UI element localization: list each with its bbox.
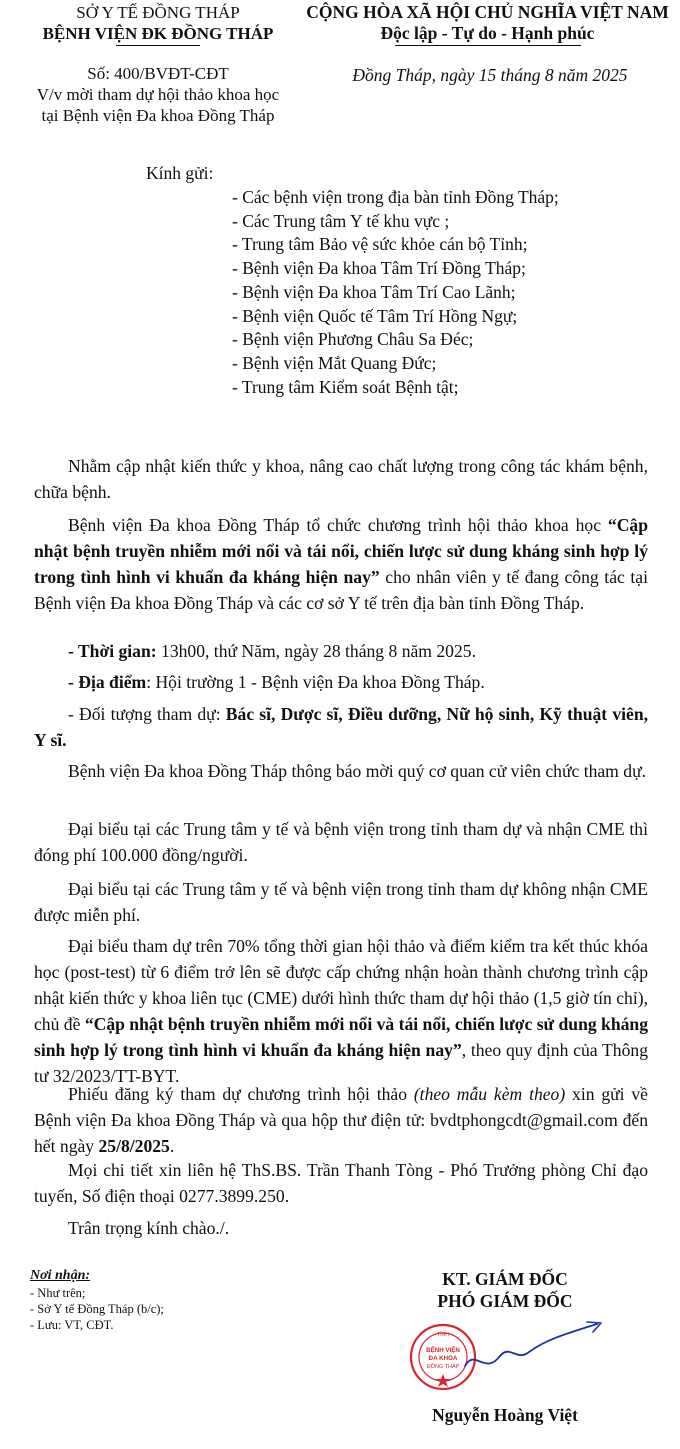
paragraph-registration xyxy=(34,1081,648,1159)
recipient-item: - Trung tâm Kiểm soát Bệnh tật; xyxy=(232,376,459,397)
event-time xyxy=(34,638,648,664)
document-reference xyxy=(8,63,308,126)
agency-name: SỞ Y TẾ ĐỒNG THÁP xyxy=(76,3,240,22)
header-right xyxy=(300,2,675,46)
registration-deadline: 25/8/2025 xyxy=(98,1136,170,1156)
national-motto: Độc lập - Tự do - Hạnh phúc xyxy=(380,23,595,43)
seminar-title: “Cập nhật bệnh truyền nhiễm mới nổi và tái nổi, chiến lược sử dung kháng sinh hợp lý trong tình hình vi khuẩn đa kháng hiện nay” xyxy=(34,515,648,587)
subject-line-1: V/v mời tham dự hội thảo khoa học xyxy=(36,85,280,104)
target-value: Bác sĩ, Dược sĩ, Điều dưỡng, Nữ hộ sinh, Kỹ thuật viên, Y sĩ. xyxy=(34,704,648,750)
recipient-item: - Các Trung tâm Y tế khu vực ; xyxy=(232,210,450,231)
paragraph-contact: Mọi chi tiết xin liên hệ ThS.BS. Trần Thanh Tòng - Phó Trưởng phòng Chỉ đạo tuyến, Số điện thoại 0277.3899.250. xyxy=(34,1160,648,1206)
paragraph-cme xyxy=(34,933,648,1089)
recipient-item: - Bệnh viện Đa khoa Tâm Trí Đồng Tháp; xyxy=(232,258,526,279)
footer-recipients xyxy=(30,1267,164,1333)
footer-recipient-item: - Như trên; xyxy=(30,1286,86,1300)
place-date: Đồng Tháp, ngày 15 tháng 8 năm 2025 xyxy=(352,65,628,85)
cme-text: Đại biểu tham dự trên 70% tổng thời gian hội thảo và điểm kiểm tra kết thúc khóa học (post-test) từ 6 điểm trở lên sẽ được cấp chứng nhận hoàn thành chương trình cập nhật kiến thức y khoa liên tục (CME) dưới hình thức tham dự hội thảo (1,5 giờ tín chỉ), chủ đề xyxy=(34,936,648,1034)
place-label: - Địa điểm xyxy=(68,672,147,692)
subject-line-2: tại Bệnh viện Đa khoa Đồng Tháp xyxy=(41,106,275,125)
place-value: : Hội trường 1 - Bệnh viện Đa khoa Đồng Tháp. xyxy=(146,672,485,692)
hospital-name: BỆNH VIỆN ĐK ĐỒNG THÁP xyxy=(42,24,274,43)
header-right-rule xyxy=(395,45,581,46)
handwritten-signature xyxy=(455,1318,605,1378)
registration-email: xin gửi về Bệnh viện Đa khoa Đồng Tháp và qua hộp thư điện tử: bvdtphongcdt@gmail.com đến hết ngày xyxy=(34,1084,648,1156)
sign-title-2: PHÓ GIÁM ĐỐC xyxy=(437,1291,573,1311)
footer-recipient-item: - Lưu: VT, CĐT. xyxy=(30,1318,114,1332)
event-target xyxy=(34,701,648,753)
signature-titles xyxy=(395,1268,615,1312)
paragraph-organizer xyxy=(34,512,648,616)
recipient-item: - Trung tâm Bảo vệ sức khỏe cán bộ Tỉnh; xyxy=(232,234,528,255)
stamp-star-icon xyxy=(436,1374,450,1387)
recipient-item: - Bệnh viện Quốc tế Tâm Trí Hồng Ngự; xyxy=(232,305,518,326)
signer-name: Nguyễn Hoàng Việt xyxy=(432,1405,578,1425)
cme-regulation: , theo quy định của Thông tư 32/2023/TT-BYT. xyxy=(34,1040,648,1086)
header-left xyxy=(8,2,308,46)
registration-text: Phiếu đăng ký tham dự chương trình hội thảo xyxy=(68,1084,414,1104)
recipient-item: - Bệnh viện Đa khoa Tâm Trí Cao Lãnh; xyxy=(232,281,516,302)
country-name: CỘNG HÒA XÃ HỘI CHỦ NGHĨA VIỆT NAM xyxy=(306,2,669,22)
stamp-text-top: TỈNH xyxy=(437,1332,449,1338)
stamp-text-line1: BỆNH VIỆN xyxy=(426,1347,460,1354)
event-place xyxy=(34,669,648,695)
paragraph-purpose: Nhằm cập nhật kiến thức y khoa, nâng cao chất lượng trong công tác khám bệnh, chữa bệnh. xyxy=(34,456,648,502)
time-value: 13h00, thứ Năm, ngày 28 tháng 8 năm 2025. xyxy=(156,641,476,661)
organizer-audience: cho nhân viên y tế đang công tác tại Bệnh viện Đa khoa Đồng Tháp và các cơ sở Y tế trên địa bàn tỉnh Đồng Tháp. xyxy=(34,567,648,613)
stamp-text-line2: ĐA KHOA xyxy=(428,1355,458,1362)
closing: Trân trọng kính chào./. xyxy=(68,1218,230,1238)
registration-end: . xyxy=(169,1136,175,1156)
paragraph-fee: Đại biểu tại các Trung tâm y tế và bệnh viện trong tỉnh tham dự và nhận CME thì đóng phí 100.000 đồng/người. xyxy=(34,819,648,865)
registration-form-note: (theo mẫu kèm theo) xyxy=(413,1084,566,1104)
recipient-list xyxy=(232,186,559,399)
paragraph-invite: Bệnh viện Đa khoa Đồng Tháp thông báo mời quý cơ quan cử viên chức tham dự. xyxy=(68,761,646,781)
cme-seminar-title: “Cập nhật bệnh truyền nhiễm mới nổi và tái nổi, chiến lược sử dung kháng sinh hợp lý trong tình hình vi khuẩn đa kháng hiện nay” xyxy=(34,1014,648,1060)
footer-recipient-item: - Sở Y tế Đồng Tháp (b/c); xyxy=(30,1302,164,1316)
recipients-label: Kính gửi: xyxy=(146,163,214,183)
organizer-text: Bệnh viện Đa khoa Đồng Tháp tổ chức chương trình hội thảo khoa học xyxy=(68,515,608,535)
time-label: - Thời gian: xyxy=(68,641,157,661)
recipient-item: - Các bệnh viện trong địa bàn tỉnh Đồng Tháp; xyxy=(232,187,559,207)
header-left-rule xyxy=(116,45,200,46)
sign-title-1: KT. GIÁM ĐỐC xyxy=(442,1269,568,1289)
recipient-item: - Bệnh viện Mắt Quang Đức; xyxy=(232,352,437,373)
stamp-text-line3: ĐỒNG THÁP xyxy=(426,1364,460,1370)
document-number: Số: 400/BVĐT-CĐT xyxy=(87,64,229,83)
footer-recipients-label: Nơi nhận: xyxy=(30,1268,91,1283)
recipient-item: - Bệnh viện Phương Châu Sa Đéc; xyxy=(232,329,474,350)
paragraph-free: Đại biểu tại các Trung tâm y tế và bệnh viện trong tỉnh tham dự không nhận CME được miễn phí. xyxy=(34,879,648,925)
target-label: - Đối tượng tham dự: xyxy=(68,704,226,724)
